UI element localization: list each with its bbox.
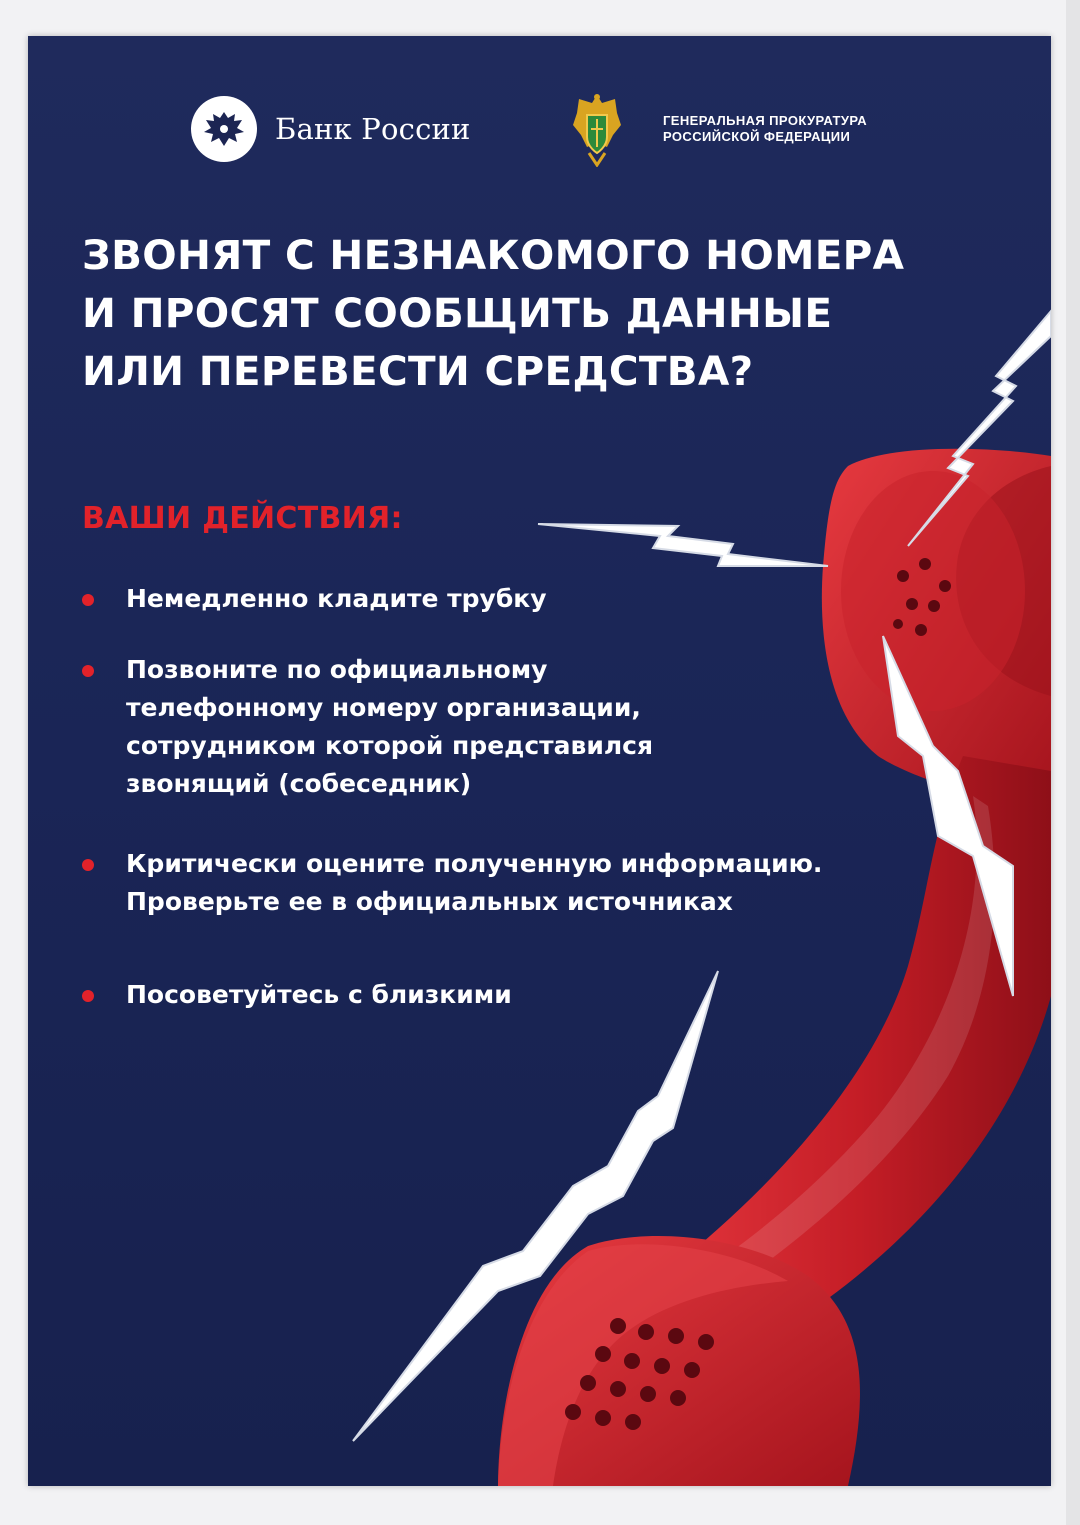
action-text: Немедленно кладите трубку <box>126 584 547 613</box>
action-text: Позвоните по официальному телефонному номеру организации, сотрудником которой представился звонящий (собеседник) <box>126 655 654 798</box>
prosecutor-line-2: РОССИЙСКОЙ ФЕДЕРАЦИИ <box>663 129 851 144</box>
red-dot-icon <box>82 665 94 677</box>
headline-line-1: ЗВОНЯТ С НЕЗНАКОМОГО НОМЕРА <box>82 231 905 279</box>
headline <box>82 226 1022 400</box>
double-headed-eagle-icon <box>191 96 257 162</box>
action-text: Критически оцените полученную информацию. Проверьте ее в официальных источниках <box>126 849 823 916</box>
poster <box>28 36 1051 1486</box>
action-item-call-official <box>82 651 942 803</box>
bank-name: Банк России <box>275 112 471 146</box>
prosecutor-line-1: ГЕНЕРАЛЬНАЯ ПРОКУРАТУРА <box>663 113 868 128</box>
action-item-verify-info <box>82 845 942 921</box>
red-dot-icon <box>82 859 94 871</box>
headline-line-2: И ПРОСЯТ СООБЩИТЬ ДАННЫЕ <box>82 289 833 337</box>
action-item-consult-relatives <box>82 976 942 1014</box>
action-item-hang-up <box>82 580 942 618</box>
prosecutor-general-logo <box>571 91 867 167</box>
actions-title: ВАШИ ДЕЙСТВИЯ: <box>82 501 403 536</box>
action-text: Посоветуйтесь с близкими <box>126 980 512 1009</box>
coat-of-arms-icon <box>571 91 623 167</box>
bank-of-russia-logo <box>191 96 471 162</box>
handle <box>668 756 1051 1326</box>
headline-line-3: ИЛИ ПЕРЕВЕСТИ СРЕДСТВА? <box>82 347 754 395</box>
prosecutor-general-name <box>663 113 867 145</box>
red-dot-icon <box>82 990 94 1002</box>
page-edge <box>1066 0 1080 1525</box>
red-dot-icon <box>82 594 94 606</box>
